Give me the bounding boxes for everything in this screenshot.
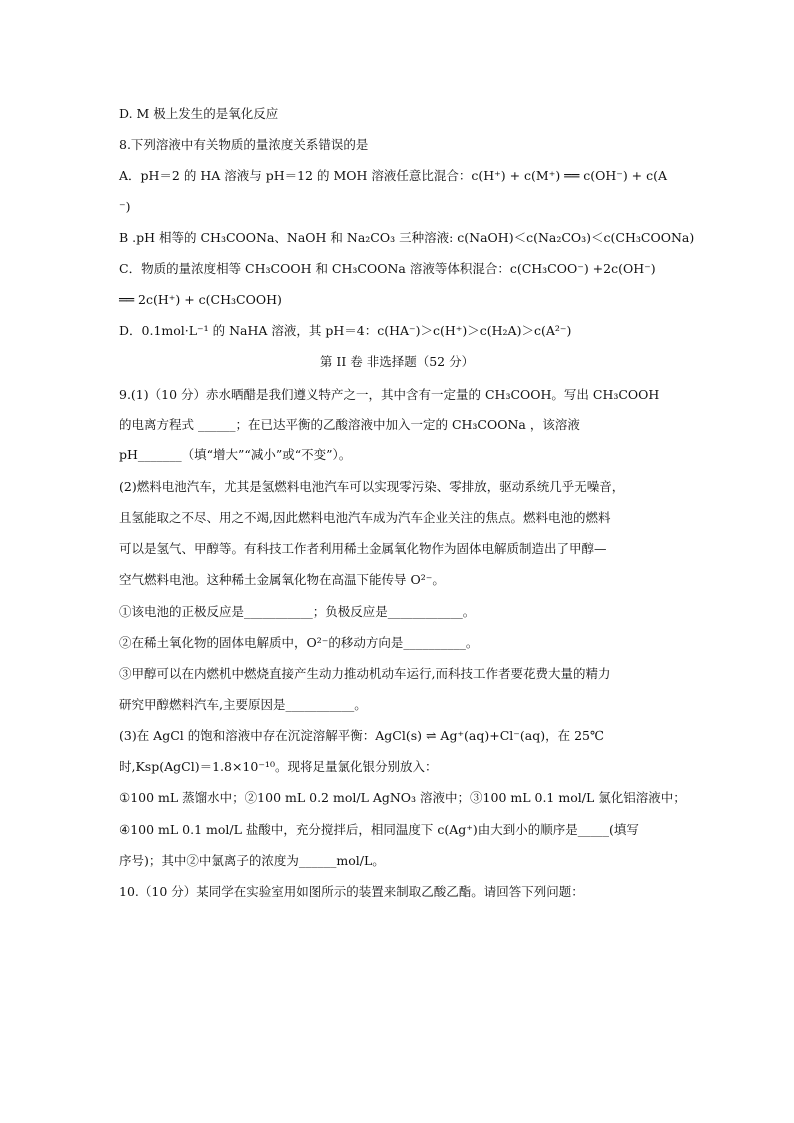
text-line: 研究甲醇燃料汽车,主要原因是___________。	[119, 697, 367, 712]
text-line: 可以是氢气、甲醇等。有科技工作者利用稀土金属氧化物作为固体电解质制造出了甲醇—	[119, 541, 607, 556]
option-c-continued: ══ 2c(H⁺) + c(CH₃COOH)	[119, 292, 282, 307]
sub-question-2: ②在稀土氧化物的固体电解质中，O²⁻的移动方向是__________。	[119, 635, 479, 650]
sub-question-1: ①该电池的正极反应是___________；负极反应是____________。	[119, 604, 476, 619]
option-c: C．物质的量浓度相等 CH₃COOH 和 CH₃COONa 溶液等体积混合：c(CH₃COO⁻) +2c(OH⁻)	[119, 261, 656, 276]
text-line: pH_______（填“增大”“减小”或“不变”）。	[119, 447, 352, 462]
text-line: 时,Ksp(AgCl)＝1.8×10⁻¹⁰。现将足量氯化银分别放入：	[119, 759, 438, 774]
option-a: A．pH＝2 的 HA 溶液与 pH＝12 的 MOH 溶液任意比混合：c(H⁺) + c(M⁺) ══ c(OH⁻) + c(A	[119, 168, 668, 183]
text-line: 的电离方程式 ______；在已达平衡的乙酸溶液中加入一定的 CH₃COONa ，该溶液	[119, 417, 580, 432]
text-line: ④100 mL 0.1 mol/L 盐酸中，充分搅拌后，相同温度下 c(Ag⁺)由大到小的顺序是_____(填写	[119, 822, 639, 837]
option-b: B .pH 相等的 CH₃COONa、NaOH 和 Na₂CO₃ 三种溶液: c(NaOH)＜c(Na₂CO₃)＜c(CH₃COONa)	[119, 230, 695, 245]
option-a-continued: ⁻)	[119, 199, 131, 214]
question-9-part3: (3)在 AgCl 的饱和溶液中存在沉淀溶解平衡：AgCl(s) ⇌ Ag⁺(aq)+Cl⁻(aq)，在 25℃	[119, 728, 604, 743]
text-line: 序号)；其中②中氯离子的浓度为______mol/L。	[119, 853, 385, 868]
question-8-stem: 8.下列溶液中有关物质的量浓度关系错误的是	[119, 137, 369, 152]
text-line: 空气燃料电池。这种稀土金属氧化物在高温下能传导 O²⁻。	[119, 572, 445, 587]
question-10-stem: 10.（10 分）某同学在实验室用如图所示的装置来制取乙酸乙酯。请回答下列问题：	[119, 884, 584, 899]
text-line: 且氢能取之不尽、用之不竭,因此燃料电池汽车成为汽车企业关注的焦点。燃料电池的燃料	[119, 510, 611, 525]
text-line: D. M 极上发生的是氧化反应	[119, 106, 279, 121]
section-heading: 第 II 卷 非选择题（52 分）	[319, 354, 475, 369]
question-9-part2: (2)燃料电池汽车，尤其是氢燃料电池汽车可以实现零污染、零排放，驱动系统几乎无噪音，	[119, 479, 625, 494]
option-d: D．0.1mol·L⁻¹ 的 NaHA 溶液，其 pH＝4：c(HA⁻)＞c(H⁺)＞c(H₂A)＞c(A²⁻)	[119, 323, 572, 338]
text-line: ①100 mL 蒸馏水中；②100 mL 0.2 mol/L AgNO₃ 溶液中；③100 mL 0.1 mol/L 氯化铝溶液中；	[119, 790, 686, 805]
question-9-part1: 9.(1)（10 分）赤水晒醋是我们遵义特产之一，其中含有一定量的 CH₃COOH。写出 CH₃COOH	[119, 387, 660, 402]
sub-question-3: ③甲醇可以在内燃机中燃烧直接产生动力推动机动车运行,而科技工作者要花费大量的精力	[119, 666, 611, 681]
